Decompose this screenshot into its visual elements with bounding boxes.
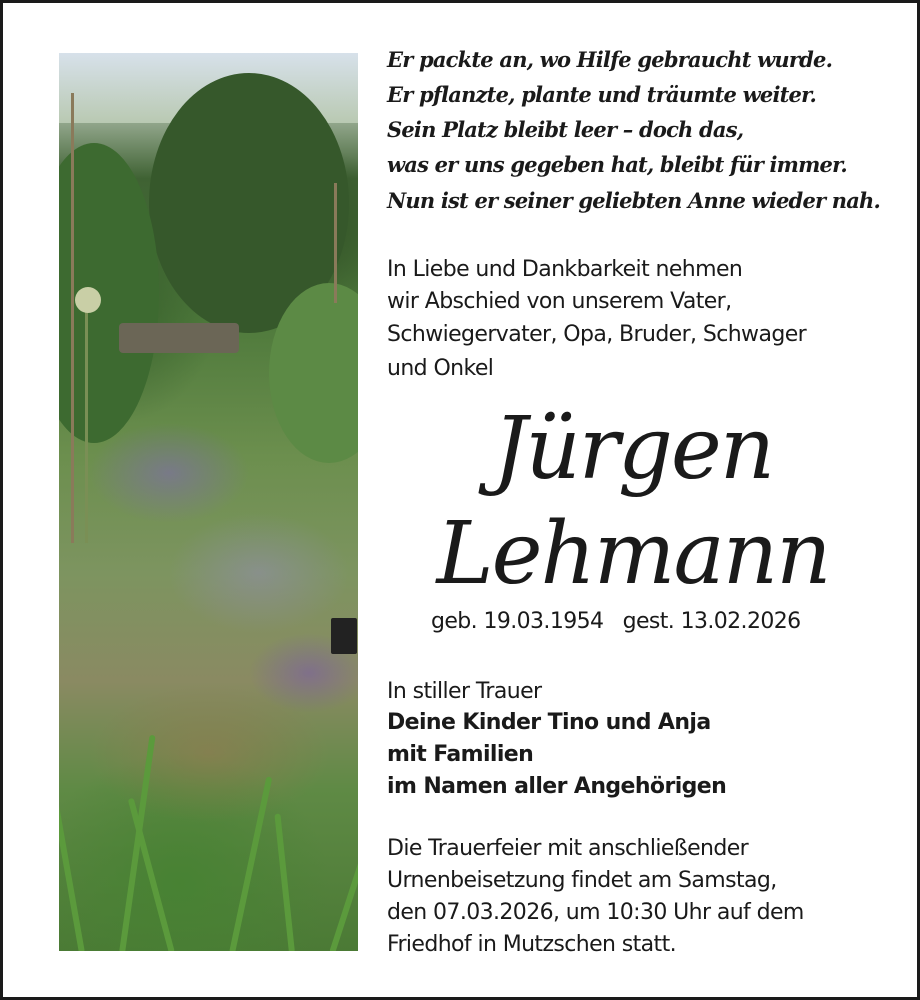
intro-line: Schwiegervater, Opa, Bruder, Schwager	[387, 322, 807, 347]
leaf	[329, 762, 358, 951]
plant-sign	[331, 618, 357, 654]
poem-line: Sein Platz bleibt leer – doch das,	[387, 117, 744, 142]
deceased-first-name: Jürgen	[492, 399, 774, 499]
garden-photo	[59, 53, 358, 951]
intro-line: und Onkel	[387, 356, 494, 381]
ceremony-line: Urnenbeisetzung findet am Samstag,	[387, 868, 777, 893]
bush	[59, 143, 159, 443]
deceased-last-name: Lehmann	[436, 504, 830, 604]
ceremony-line: Die Trauerfeier mit anschließender	[387, 836, 749, 861]
mourners-line: mit Familien	[387, 742, 534, 767]
leaf	[274, 813, 295, 951]
wooden-pole	[334, 183, 337, 303]
poem-line: Nun ist er seiner geliebten Anne wieder nah.	[387, 188, 881, 213]
allium-stem	[85, 303, 88, 543]
leaf	[229, 776, 272, 951]
leaf	[59, 756, 85, 951]
intro-line: wir Abschied von unserem Vater,	[387, 289, 732, 314]
life-dates: geb. 19.03.1954 gest. 13.02.2026	[431, 609, 801, 634]
ceremony-line: den 07.03.2026, um 10:30 Uhr auf dem	[387, 900, 804, 925]
ceremony-line: Friedhof in Mutzschen statt.	[387, 932, 676, 957]
intro-line: In Liebe und Dankbarkeit nehmen	[387, 257, 743, 282]
leaf	[119, 735, 156, 951]
mourners-intro: In stiller Trauer	[387, 679, 542, 704]
poem-line: Er packte an, wo Hilfe gebraucht wurde.	[387, 47, 833, 72]
poem-line: was er uns gegeben hat, bleibt für immer.	[387, 152, 847, 177]
mourners-line: Deine Kinder Tino und Anja	[387, 710, 711, 735]
mourners-line: im Namen aller Angehörigen	[387, 774, 727, 799]
poem-line: Er pflanzte, plante und träumte weiter.	[387, 82, 816, 107]
fence	[119, 323, 239, 353]
allium-flower	[75, 287, 101, 313]
wooden-pole	[71, 93, 74, 543]
